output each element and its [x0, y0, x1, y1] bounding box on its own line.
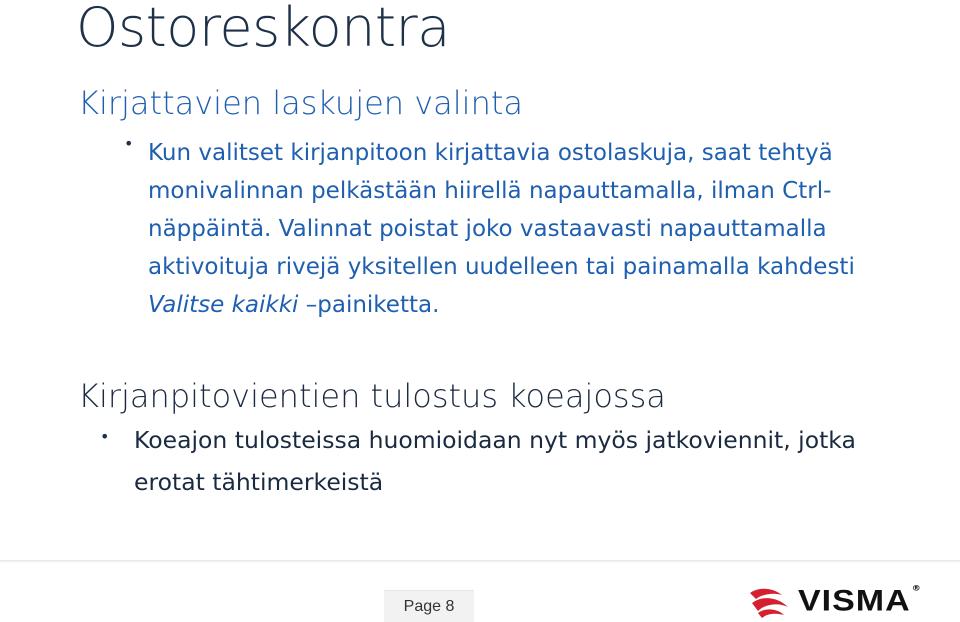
logo-wordmark: VISMA: [798, 584, 911, 618]
bullet-dot-icon: •: [100, 427, 110, 446]
section-heading-1: Kirjattavien laskujen valinta: [78, 84, 523, 122]
footer-divider: [0, 560, 960, 563]
bullet-text-1-part-2: näppäintä. Valinnat poistat joko vastaavasti napauttamalla aktivoituja rivejä yksitellen uudelleen tai painamalla kahdesti: [148, 216, 855, 280]
bullet-text-1-part-3: –painiketta.: [298, 292, 440, 318]
section-laskujen-valinta: [78, 84, 883, 324]
bullet-text-2: Koeajon tulosteissa huomioidaan nyt myös jatkoviennit, jotka erotat tähtimerkeistä: [134, 426, 856, 496]
slide-title: Ostoreskontra: [76, 0, 450, 59]
bullet-text-1-part-1: Kun valitset kirjanpitoon kirjattavia ostolaskuja, saat tehtyä monivalinnan pelkästään hiirellä napauttamalla, ilman Ctrl-: [148, 140, 833, 204]
section-heading-2: Kirjanpitovientien tulostus koeajossa: [78, 377, 666, 415]
bullet-item-2: [100, 419, 874, 503]
valitse-kaikki-emphasis: Valitse kaikki: [148, 292, 299, 318]
registered-mark: ®: [911, 584, 922, 594]
visma-logo-text: [798, 584, 922, 618]
bullet-item-1: [124, 134, 883, 324]
bullet-dot-icon: •: [124, 134, 134, 153]
visma-logo: [748, 582, 922, 621]
page-number: Page 8: [384, 590, 474, 622]
bullet-text-1: [148, 134, 883, 324]
visma-logo-icon: [748, 585, 792, 619]
section-tulostus-koeajossa: [78, 377, 874, 503]
